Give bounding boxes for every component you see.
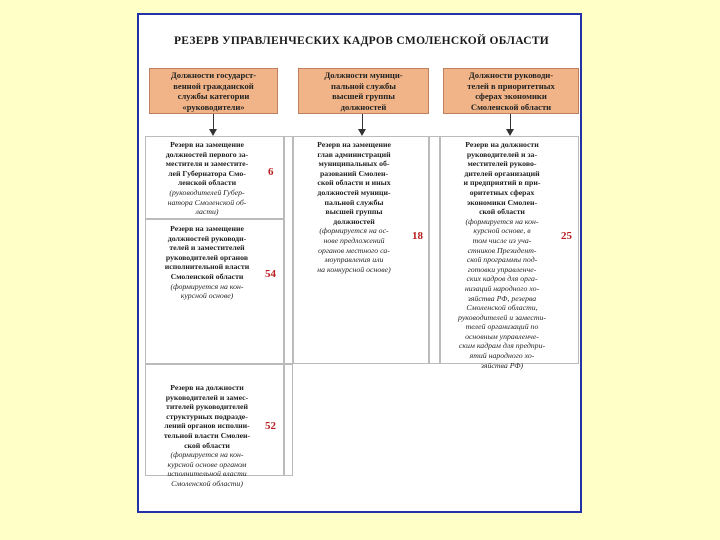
spacer-cell <box>284 136 293 364</box>
down-arrow-icon <box>506 129 514 136</box>
text-line: курсной основе органом <box>167 459 247 469</box>
down-arrow-icon <box>358 129 366 136</box>
text-line: (руководителей Губер- <box>169 187 245 197</box>
text-line: (формируется на кон- <box>170 281 244 291</box>
text-line: ской области и иных <box>317 178 391 188</box>
text-line: местителя и заместите- <box>165 159 249 169</box>
text-line: ятий народного хо- <box>469 351 535 361</box>
connector-line <box>213 114 214 130</box>
spacer-cell <box>429 136 440 364</box>
text-line: стников Президент- <box>467 245 537 255</box>
column-header-state-service <box>149 68 278 114</box>
text-line: должностей муници- <box>317 187 391 197</box>
text-line: местителей руково- <box>467 159 537 169</box>
column-header-economy-leaders <box>443 68 579 114</box>
page-title: РЕЗЕРВ УПРАВЛЕНЧЕСКИХ КАДРОВ СМОЛЕНСКОЙ ОБЛАСТИ <box>173 35 550 47</box>
text-line: на конкурсной основе) <box>317 264 391 274</box>
connector-line <box>510 114 511 130</box>
text-line: том числе из уча- <box>472 235 532 245</box>
text-line: курсной основе) <box>180 291 234 301</box>
text-line: руководителей органов <box>165 252 249 262</box>
header-line: службы категории <box>177 91 250 101</box>
text-line: экономики Смолен- <box>466 197 538 207</box>
header-line: «руководители» <box>182 101 245 112</box>
header-line: венной гражданской <box>173 80 254 91</box>
text-line: и предприятий в при- <box>463 178 541 188</box>
text-line: глав администраций <box>317 149 391 159</box>
column-header-municipal-service <box>298 68 429 114</box>
reserve-text-executive-heads <box>148 224 266 301</box>
spacer-cell <box>284 364 293 476</box>
text-line: ских кадров для орга- <box>466 274 538 284</box>
reserve-text-economy <box>443 140 561 370</box>
text-line: готовки управленче- <box>467 264 537 274</box>
header-line: Смоленской области <box>470 101 552 112</box>
text-line: должностей <box>333 216 375 226</box>
down-arrow-icon <box>209 129 217 136</box>
text-line: лей Губернатора Смо- <box>168 168 246 178</box>
header-line: Должности государст- <box>170 70 257 80</box>
text-line: Резерв на должности <box>465 140 539 149</box>
text-line: (формируется на кон- <box>170 450 244 460</box>
text-line: телей и заместителей <box>169 243 245 253</box>
text-line: исполнительной власти <box>164 262 250 272</box>
text-line: моуправления или <box>324 255 384 265</box>
text-line: ской области <box>184 440 230 450</box>
text-line: муниципальных об- <box>318 159 390 169</box>
text-line: руководителей и за- <box>466 149 538 159</box>
text-line: исполнительной власти <box>167 469 247 479</box>
text-line: ской программы под- <box>466 255 538 265</box>
text-line: тителей руководителей <box>165 402 248 412</box>
text-line: должностей руководи- <box>167 233 247 243</box>
reserve-count: 52 <box>265 420 276 432</box>
text-line: лений органов исполни- <box>164 421 250 431</box>
text-line: низаций народного хо- <box>464 283 540 293</box>
text-line: органов местного са- <box>318 245 390 255</box>
text-line: руководителей и замес- <box>165 392 249 402</box>
text-line: (формируется на ос- <box>319 226 389 236</box>
text-line: курсной основе, в <box>473 226 531 236</box>
text-line: Резерв на замещение <box>170 224 244 233</box>
reserve-text-governor <box>148 140 266 217</box>
reserve-text-structural-units <box>148 383 266 489</box>
header-line: Должности муници- <box>324 70 403 80</box>
header-line: должностей <box>340 101 387 112</box>
text-line: телей организаций по <box>465 322 539 332</box>
text-line: ласти) <box>195 207 219 217</box>
text-line: разований Смолен- <box>319 168 389 178</box>
text-line: руководителей и замести- <box>458 312 546 322</box>
text-line: Резерв на замещение <box>170 140 244 149</box>
text-line: высшей группы <box>325 207 383 217</box>
header-line: телей в приоритетных <box>467 80 555 91</box>
text-line: нове предложений <box>323 235 385 245</box>
text-line: зяйства РФ) <box>480 360 524 370</box>
text-line: дителей организаций <box>464 168 540 178</box>
text-line: оритетных сферах <box>469 187 535 197</box>
text-line: Смоленской области <box>170 271 244 281</box>
reserve-count: 6 <box>268 166 274 178</box>
text-line: ской области <box>479 207 525 217</box>
text-line: пальной службы <box>324 197 384 207</box>
header-line: Должности руководи- <box>468 70 554 80</box>
text-line: должностей первого за- <box>165 149 249 159</box>
text-line: Резерв на замещение <box>317 140 391 149</box>
reserve-text-municipal <box>296 140 412 274</box>
header-line: высшей группы <box>332 91 395 101</box>
text-line: структурных подразде- <box>166 411 248 421</box>
text-line: зяйства РФ, резерва <box>467 293 537 303</box>
reserve-count: 18 <box>412 230 423 242</box>
reserve-count: 54 <box>265 268 276 280</box>
header-line: пальной службы <box>331 80 396 91</box>
header-line: сферах экономики <box>475 91 547 101</box>
text-line: тельной власти Смолен- <box>163 430 251 440</box>
connector-line <box>362 114 363 130</box>
text-line: Резерв на должности <box>170 383 244 392</box>
reserve-count: 25 <box>561 230 572 242</box>
text-line: Смоленской области, <box>466 303 538 313</box>
text-line: основным управленче- <box>465 331 539 341</box>
text-line: натора Смоленской об- <box>167 197 247 207</box>
text-line: ским кадрам для предпри- <box>458 341 546 351</box>
text-line: ленской области <box>177 178 237 188</box>
text-line: (формируется на кон- <box>465 216 539 226</box>
text-line: Смоленской области) <box>171 478 243 488</box>
